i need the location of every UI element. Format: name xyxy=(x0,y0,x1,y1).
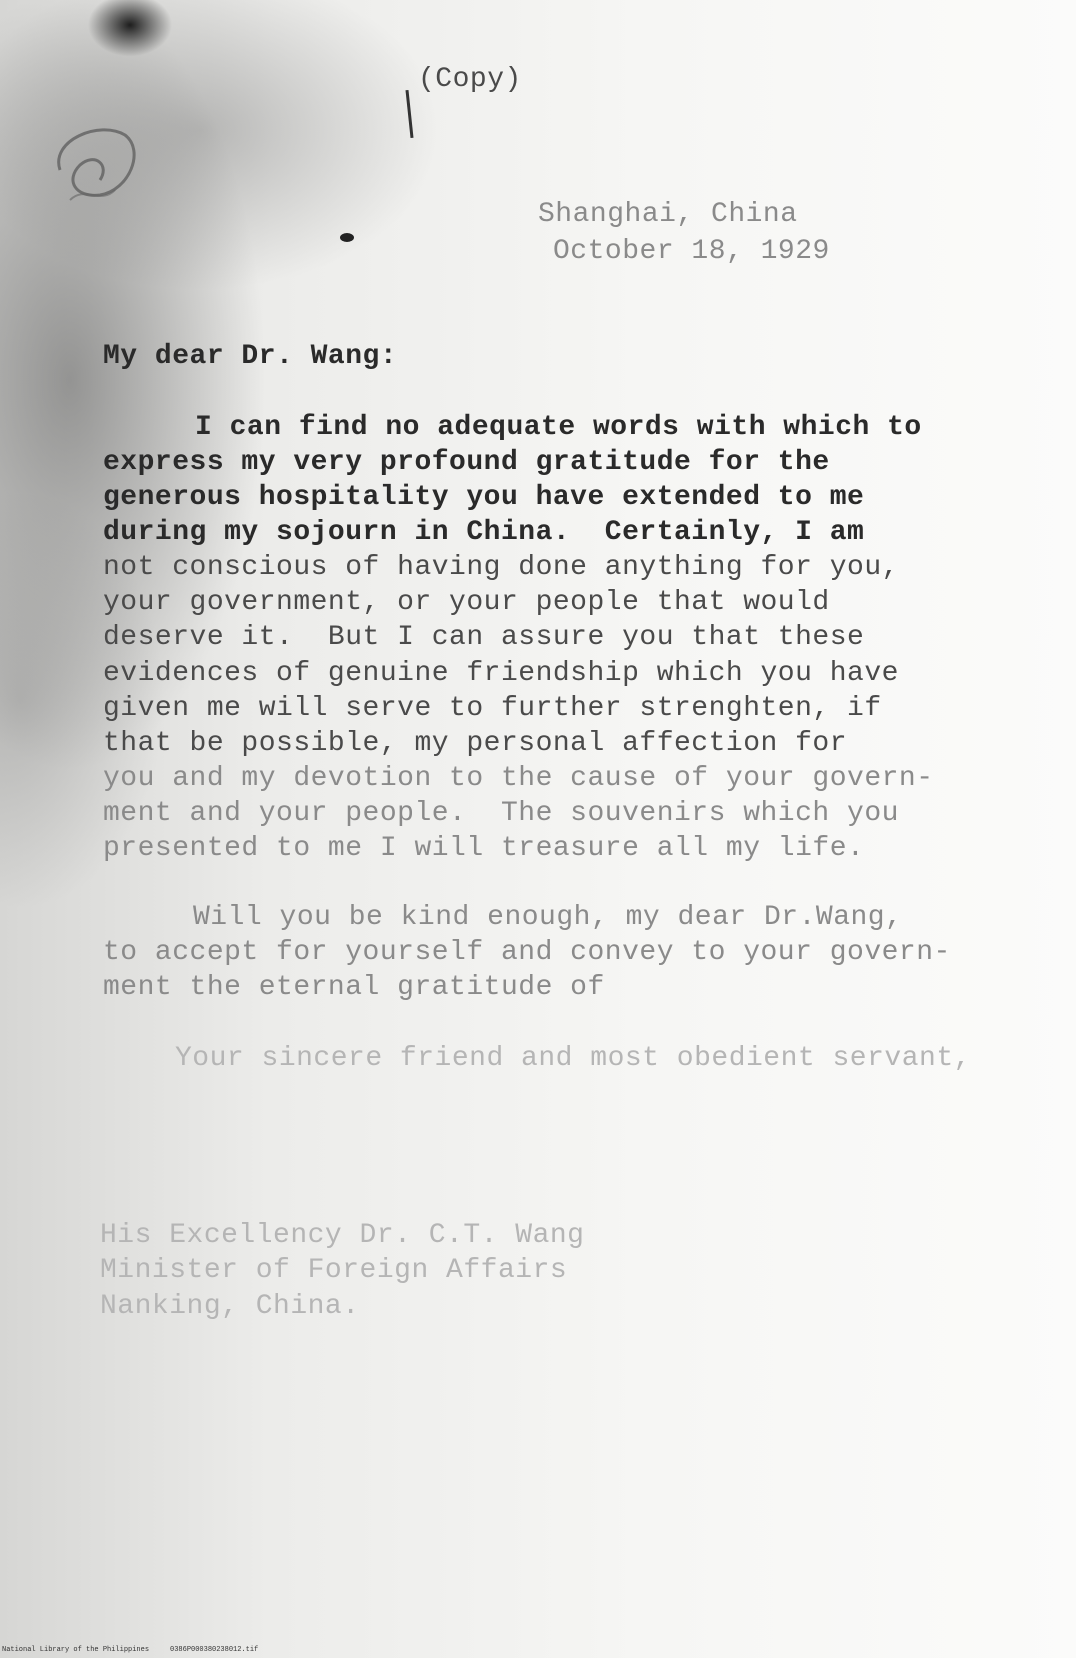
body-line: that be possible, my personal affection for xyxy=(103,728,848,759)
signoff: Your sincere friend and most obedient servant, xyxy=(175,1043,971,1074)
address-line: His Excellency Dr. C.T. Wang xyxy=(100,1220,585,1251)
body-line: given me will serve to further strenghten, if xyxy=(103,693,882,724)
body-line: you and my devotion to the cause of your govern- xyxy=(103,763,934,794)
body-line: your government, or your people that would xyxy=(103,587,830,618)
closing-line: ment the eternal gratitude of xyxy=(103,972,605,1003)
copy-mark: (Copy) xyxy=(418,64,522,95)
letter-date: October 18, 1929 xyxy=(553,236,830,267)
pen-stroke xyxy=(405,90,413,138)
closing-line: Will you be kind enough, my dear Dr.Wang, xyxy=(193,902,903,933)
body-line: generous hospitality you have extended to me xyxy=(103,482,865,513)
body-line: deserve it. But I can assure you that these xyxy=(103,622,865,653)
ink-smudge xyxy=(340,233,354,242)
closing-line: to accept for yourself and convey to your govern- xyxy=(103,937,951,968)
salutation: My dear Dr. Wang: xyxy=(103,341,398,372)
body-line: express my very profound gratitude for the xyxy=(103,447,830,478)
body-line: during my sojourn in China. Certainly, I am xyxy=(103,517,865,548)
handwritten-scribble xyxy=(40,110,150,220)
address-line: Nanking, China. xyxy=(100,1291,360,1322)
body-line: presented to me I will treasure all my life. xyxy=(103,833,865,864)
body-line: not conscious of having done anything for you, xyxy=(103,552,899,583)
body-line: ment and your people. The souvenirs which you xyxy=(103,798,899,829)
body-line: I can find no adequate words with which to xyxy=(195,412,922,443)
archive-footer: National Library of the Philippines 0386P000380238012.tif xyxy=(2,1646,259,1654)
body-line: evidences of genuine friendship which you have xyxy=(103,658,899,689)
letter-place: Shanghai, China xyxy=(538,199,798,230)
address-line: Minister of Foreign Affairs xyxy=(100,1255,568,1286)
